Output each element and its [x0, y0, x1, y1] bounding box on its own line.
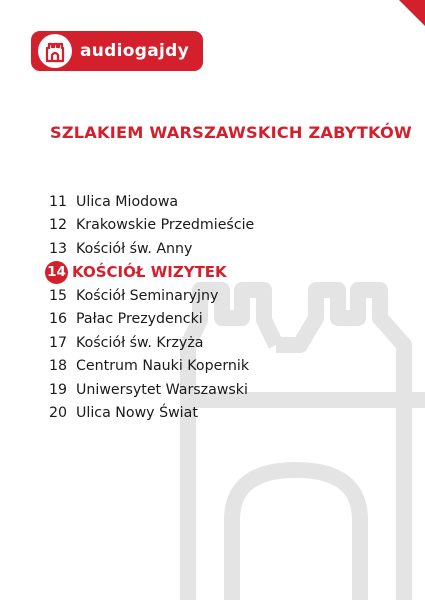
- toc-item-number: 18: [49, 358, 68, 375]
- audiogajdy-logo: [31, 31, 203, 71]
- toc-item[interactable]: [49, 402, 254, 426]
- toc-item[interactable]: [49, 308, 254, 332]
- toc-item-title: Kościół Seminaryjny: [76, 287, 219, 304]
- toc-item-title: Ulica Miodowa: [76, 193, 179, 210]
- toc-item-number: 15: [49, 287, 68, 304]
- toc-item[interactable]: [49, 237, 254, 261]
- series-title: SZLAKIEM WARSZAWSKICH ZABYTKÓW: [50, 123, 412, 142]
- toc-item-number: 12: [49, 217, 68, 234]
- toc-item[interactable]: [49, 378, 254, 402]
- toc-item-number: 20: [49, 405, 68, 422]
- toc-item-title: Kościół św. Krzyża: [76, 334, 204, 351]
- toc-item-title: Ulica Nowy Świat: [76, 405, 198, 422]
- toc-item-title: Pałac Prezydencki: [76, 311, 203, 328]
- toc-item-number: 16: [49, 311, 68, 328]
- corner-fold-decoration: [399, 0, 425, 26]
- toc-item-title: Kościół św. Anny: [76, 240, 193, 257]
- toc-item[interactable]: [49, 214, 254, 238]
- toc-item[interactable]: [49, 190, 254, 214]
- brand-name: audiogajdy: [80, 41, 189, 61]
- toc-item-number: 19: [49, 381, 68, 398]
- toc-item-number: 11: [49, 193, 68, 210]
- toc-item-title: Krakowskie Przedmieście: [76, 217, 255, 234]
- toc-item-current[interactable]: [49, 261, 254, 285]
- toc-item-title: KOŚCIÓŁ WIZYTEK: [72, 263, 227, 282]
- toc-item[interactable]: [49, 331, 254, 355]
- toc-item-number: 13: [49, 240, 68, 257]
- toc-item[interactable]: [49, 284, 254, 308]
- castle-logo-icon: [38, 34, 72, 68]
- toc-item-number: 14: [45, 261, 68, 284]
- toc-item[interactable]: [49, 355, 254, 379]
- table-of-contents: [49, 190, 254, 425]
- toc-item-title: Uniwersytet Warszawski: [76, 381, 248, 398]
- toc-item-title: Centrum Nauki Kopernik: [76, 358, 250, 375]
- toc-item-number: 17: [49, 334, 68, 351]
